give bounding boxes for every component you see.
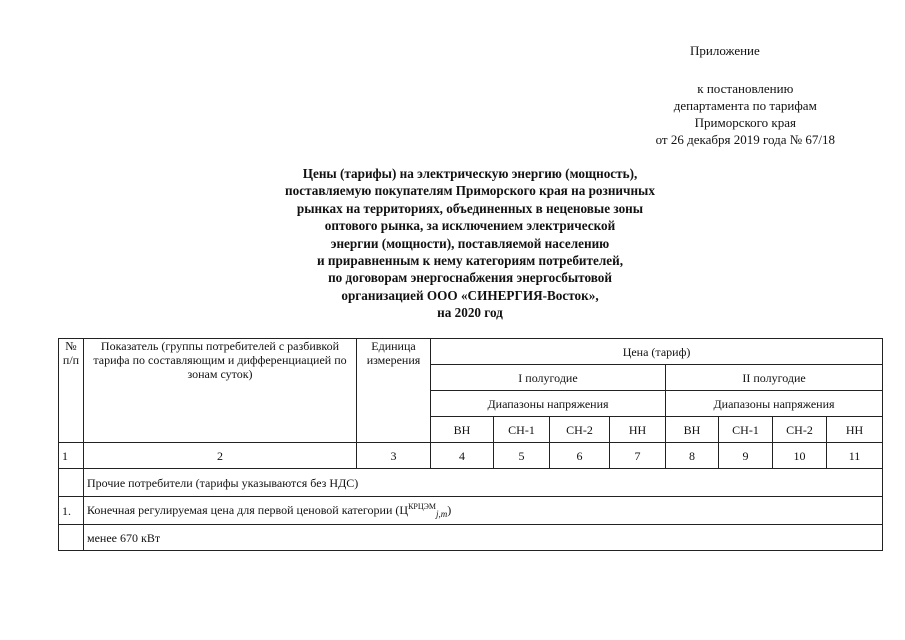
title-line: и приравненным к нему категориям потребителей, bbox=[316, 253, 624, 269]
column-number: 9 bbox=[719, 443, 773, 469]
column-number: 8 bbox=[666, 443, 719, 469]
column-number: 6 bbox=[550, 443, 610, 469]
formula-superscript: КРЦЭМ bbox=[408, 502, 437, 511]
approval-line: от 26 декабря 2019 года № 67/18 bbox=[655, 132, 835, 147]
column-number: 1 bbox=[59, 443, 84, 469]
row-text: Конечная регулируемая цена для первой ценовой категории (Ц bbox=[87, 503, 409, 517]
approval-reference bbox=[656, 80, 835, 148]
row-text: менее 670 кВт bbox=[84, 525, 883, 551]
approval-line: департамента по тарифам bbox=[673, 98, 817, 113]
header-voltage: СН-2 bbox=[773, 417, 827, 443]
header-voltage: НН bbox=[827, 417, 883, 443]
table-row bbox=[59, 469, 883, 497]
header-voltage: НН bbox=[610, 417, 666, 443]
header-voltage-ranges-2: Диапазоны напряжения bbox=[666, 391, 883, 417]
column-number: 10 bbox=[773, 443, 827, 469]
column-number: 3 bbox=[357, 443, 431, 469]
approval-line: к постановлению bbox=[697, 81, 794, 96]
row-num bbox=[59, 469, 84, 497]
title-line: Цены (тарифы) на электрическую энергию (мощность), bbox=[302, 166, 638, 181]
row-num: 1. bbox=[59, 497, 84, 525]
header-half1: I полугодие bbox=[431, 365, 666, 391]
header-voltage: СН-1 bbox=[494, 417, 550, 443]
header-voltage: ВН bbox=[431, 417, 494, 443]
row-num bbox=[59, 525, 84, 551]
header-num: № п/п bbox=[59, 339, 84, 443]
title-line: энергии (мощности), поставляемой населению bbox=[330, 235, 610, 251]
title-line: оптового рынка, за исключением электрической bbox=[324, 218, 616, 234]
column-number: 11 bbox=[827, 443, 883, 469]
document-title bbox=[160, 165, 780, 322]
header-voltage: ВН bbox=[666, 417, 719, 443]
formula-subscript: j,m bbox=[436, 509, 448, 519]
table-row bbox=[59, 525, 883, 551]
title-line: рынках на территориях, объединенных в неценовые зоны bbox=[296, 200, 644, 216]
header-unit: Единица измерения bbox=[357, 339, 431, 443]
formula-tail: ) bbox=[447, 503, 452, 517]
header-half2: II полугодие bbox=[666, 365, 883, 391]
header-price: Цена (тариф) bbox=[431, 339, 883, 365]
title-line: по договорам энергоснабжения энергосбытовой bbox=[328, 270, 612, 286]
row-text: Прочие потребители (тарифы указываются без НДС) bbox=[84, 469, 883, 497]
column-number: 5 bbox=[494, 443, 550, 469]
column-number: 7 bbox=[610, 443, 666, 469]
header-indicator: Показатель (группы потребителей с разбивкой тарифа по составляющим и дифференциацией по зонам суток) bbox=[84, 339, 357, 443]
title-line: на 2020 год bbox=[437, 305, 503, 321]
column-number: 4 bbox=[431, 443, 494, 469]
appendix-title: Приложение bbox=[690, 43, 760, 58]
table-row bbox=[59, 497, 883, 525]
row-text-formula bbox=[84, 497, 883, 525]
header-voltage: СН-1 bbox=[719, 417, 773, 443]
column-number: 2 bbox=[84, 443, 357, 469]
header-voltage: СН-2 bbox=[550, 417, 610, 443]
title-line: организацией ООО «СИНЕРГИЯ-Восток», bbox=[341, 287, 599, 303]
title-line: поставляемую покупателям Приморского края на розничных bbox=[285, 183, 655, 199]
tariff-table bbox=[58, 338, 883, 551]
header-voltage-ranges-1: Диапазоны напряжения bbox=[431, 391, 666, 417]
approval-line: Приморского края bbox=[694, 115, 796, 130]
